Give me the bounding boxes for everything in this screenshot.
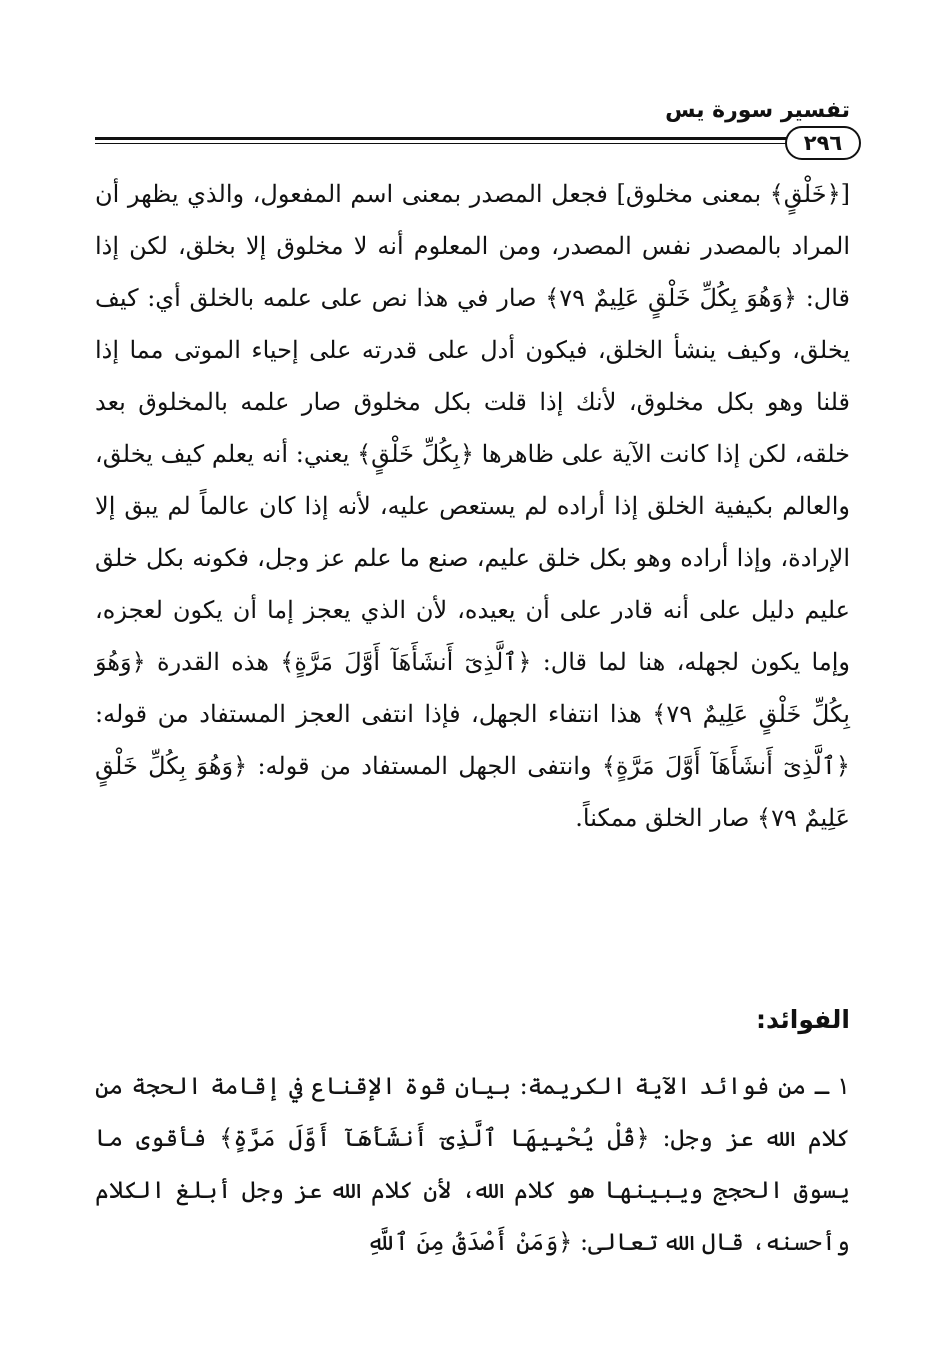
page-number: ٢٩٦ [785,126,861,160]
paragraph-2: ١ ـ من فوائد الآية الكريمة: بيان قوة الإقناع في إقامة الحجة من كلام الله عز وجل: ﴿قُلْ يُحْيِيهَا ٱلَّذِىٓ أَنشَأَهَآ أَوَّلَ مَرَّةٍ﴾ فأقوى ما يسوق الحجج ويبينها هو كلام الله، لأن كلام الله عز وجل أبلغ الكلام وأحسنه، قال الله تعالى: ﴿وَمَنْ أَصْدَقُ مِنَ ٱللَّهِ [95,1072,850,1256]
section-heading: الفوائد: [755,1005,850,1034]
header-rule [95,137,787,146]
header-rule-thick [95,137,787,140]
paragraph-1: [﴿خَلْقٍ﴾ بمعنى مخلوق] فجعل المصدر بمعنى اسم المفعول، والذي يظهر أن المراد بالمصدر نفس المصدر، ومن المعلوم أنه لا مخلوق إلا بخلق، لكن إذا قال: ﴿وَهُوَ بِكُلِّ خَلْقٍ عَلِيمٌ ٧٩﴾ صار في هذا نص على علمه بالخلق أي: كيف يخلق، وكيف ينشأ الخلق، فيكون أدل على قدرته على إحياء الموتى مما إذا قلنا وهو بكل مخلوق، لأنك إذا قلت بكل مخلوق صار علمه بالمخلوق بعد خلقه، لكن إذا كانت الآية على ظاهرها ﴿بِكُلِّ خَلْقٍ﴾ يعني: أنه يعلم كيف يخلق، والعالم بكيفية الخلق إذا أراده لم يستعص عليه، لأنه إذا كان عالماً لم يبق إلا الإرادة، وإذا أراده وهو بكل خلق عليم، صنع ما علم عز وجل، فكونه بكل خلق عليم دليل على أنه قادر على أن يعيده، لأن الذي يعجز إما أن يكون لعجزه، وإما يكون لجهله، هنا لما قال: ﴿ٱلَّذِىٓ أَنشَأَهَآ أَوَّلَ مَرَّةٍ﴾ هذه القدرة ﴿وَهُوَ بِكُلِّ خَلْقٍ عَلِيمٌ ٧٩﴾ هذا انتفاء الجهل، فإذا انتفى العجز المستفاد من قوله: ﴿ٱلَّذِىٓ أَنشَأَهَآ أَوَّلَ مَرَّةٍ﴾ وانتفى الجهل المستفاد من قوله: ﴿وَهُوَ بِكُلِّ خَلْقٍ عَلِيمٌ ٧٩﴾ صار الخلق ممكناً. [95,180,850,832]
header-rule-thin [95,143,787,144]
benefits-text [95,1060,850,1268]
running-title: تفسير سورة يس [665,98,850,123]
main-text [95,168,850,844]
